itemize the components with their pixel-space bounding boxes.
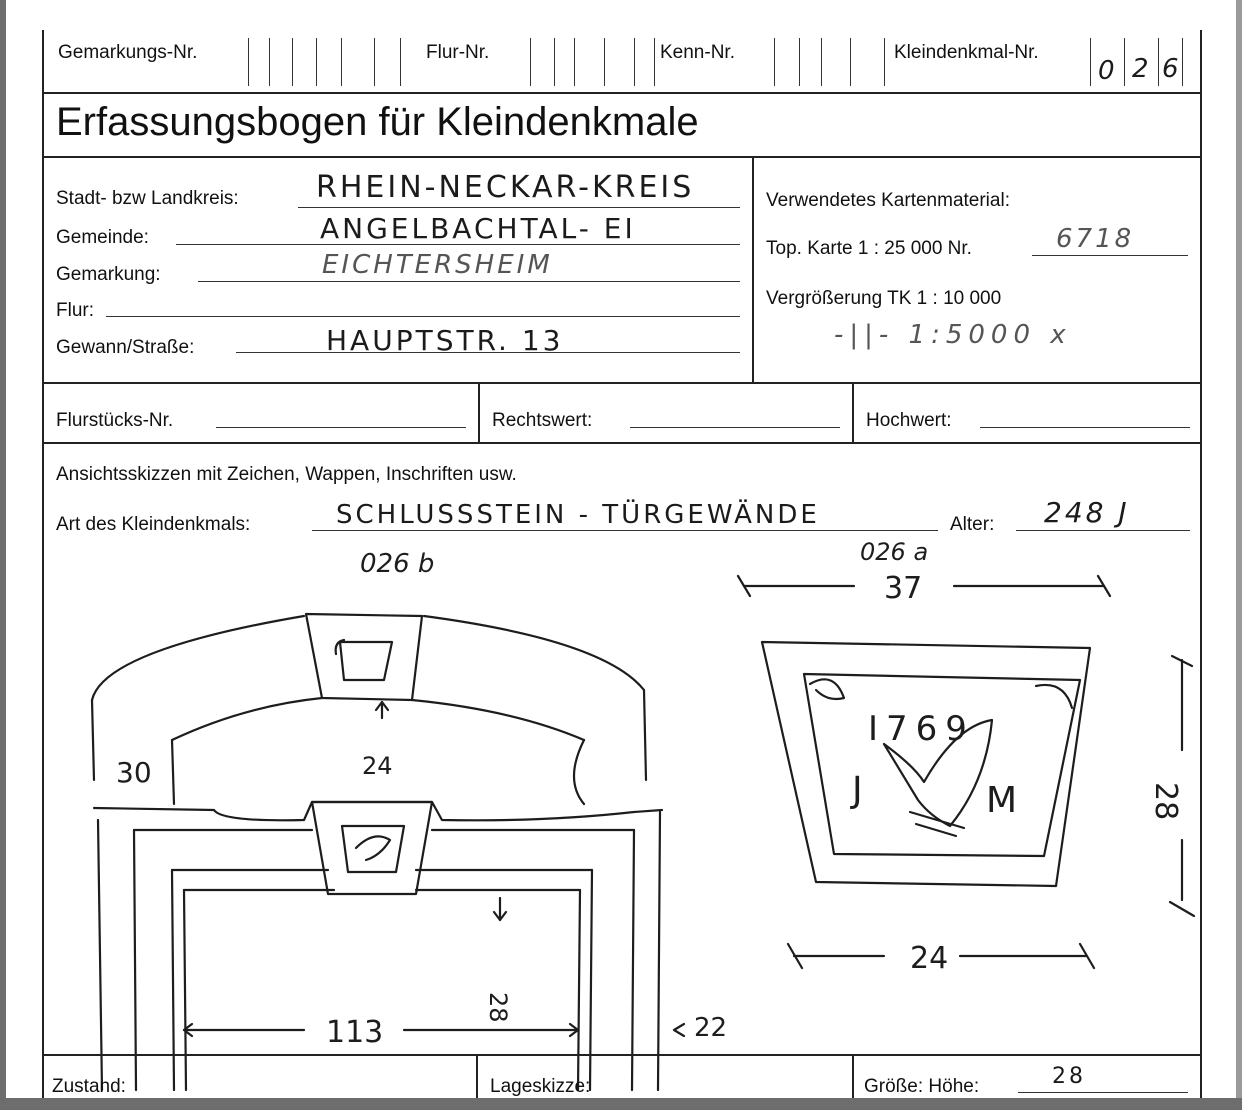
door-portal-sketch [44,530,764,1054]
initial-left: J [852,770,863,811]
lower-keystone [312,802,432,894]
dim-22-label: 22 [694,1013,728,1043]
alter-value: 248 J [1044,496,1130,529]
topkarte-value: 6718 [1056,224,1135,254]
lageskizze-label: Lageskizze: [490,1076,591,1097]
alter-label: Alter: [950,514,995,535]
door-jamb-right [578,812,660,1090]
gemarkung-label: Gemarkung: [56,264,161,285]
dim-30-label: 30 [116,756,152,789]
upper-arch-outer [92,616,644,700]
upper-keystone [306,614,422,700]
dim-24-top-label: 24 [362,752,393,780]
left-ref-label: 026 b [360,549,435,579]
form-title: Erfassungsbogen für Kleindenkmale [56,100,699,144]
stadt-value: RHEIN-NECKAR-KREIS [316,170,695,205]
scan-border-right [1236,0,1242,1110]
kleindenkmal-nr-digit-1: 0 [1098,56,1115,86]
groesse-hoehe-value: 28 [1052,1064,1086,1089]
right-ref-label: 026 a [860,538,929,566]
kleindenkmal-nr-digit-3: 6 [1162,54,1179,84]
dim-37-label: 37 [884,571,923,606]
flur-nr-label: Flur-Nr. [426,42,490,63]
keystone-detail-sketch [724,530,1200,976]
gemeinde-label: Gemeinde: [56,227,149,248]
groesse-hoehe-label: Größe: Höhe: [864,1076,980,1097]
zustand-label: Zustand: [52,1076,126,1097]
gemarkungs-nr-label: Gemarkungs-Nr. [58,42,198,63]
rechtswert-label: Rechtswert: [492,410,593,431]
hochwert-label: Hochwert: [866,410,952,431]
dim-24-bottom-label: 24 [910,941,949,976]
kenn-nr-label: Kenn-Nr. [660,42,735,63]
gewann-label: Gewann/Straße: [56,337,195,358]
door-jamb-left [98,820,186,1090]
kartenmaterial-label: Verwendetes Kartenmaterial: [766,190,1010,211]
gewann-value: HAUPTSTR. 13 [326,324,564,357]
dim-28-left-label: 28 [484,992,512,1023]
lintel-cornice [94,802,662,820]
stadt-label: Stadt- bzw Landkreis: [56,188,239,209]
gemarkung-value: EICHTERSHEIM [322,250,553,280]
lower-keystone-crest [342,826,404,872]
scan-border-left [0,0,6,1110]
vergroesserung-value: -||- 1:5000 x [834,320,1072,350]
kleindenkmal-nr-label: Kleindenkmal-Nr. [894,42,1039,63]
upper-keystone-cartouche [336,640,392,680]
art-label: Art des Kleindenkmals: [56,514,251,535]
keystone-inner-frame [804,674,1080,856]
ansichtsskizzen-label: Ansichtsskizzen mit Zeichen, Wappen, Inschriften usw. [56,464,517,485]
art-value: SCHLUSSSTEIN - TÜRGEWÄNDE [336,500,820,530]
topkarte-label: Top. Karte 1 : 25 000 Nr. [766,238,972,259]
inscription-year: I769 [868,709,975,749]
scan-border-bottom [0,1098,1242,1110]
initial-right: M [986,780,1018,821]
kleindenkmal-nr-digit-2: 2 [1132,54,1149,84]
inner-arch [172,698,584,740]
flur-label: Flur: [56,300,94,321]
vergroesserung-label: Vergrößerung TK 1 : 10 000 [766,288,1002,309]
dim-28-right-label: 28 [1148,782,1183,821]
dim-113-label: 113 [326,1015,384,1050]
gemeinde-value: ANGELBACHTAL- EI [320,212,636,245]
flurstueck-label: Flurstücks-Nr. [56,410,174,431]
record-form [42,30,1202,1098]
